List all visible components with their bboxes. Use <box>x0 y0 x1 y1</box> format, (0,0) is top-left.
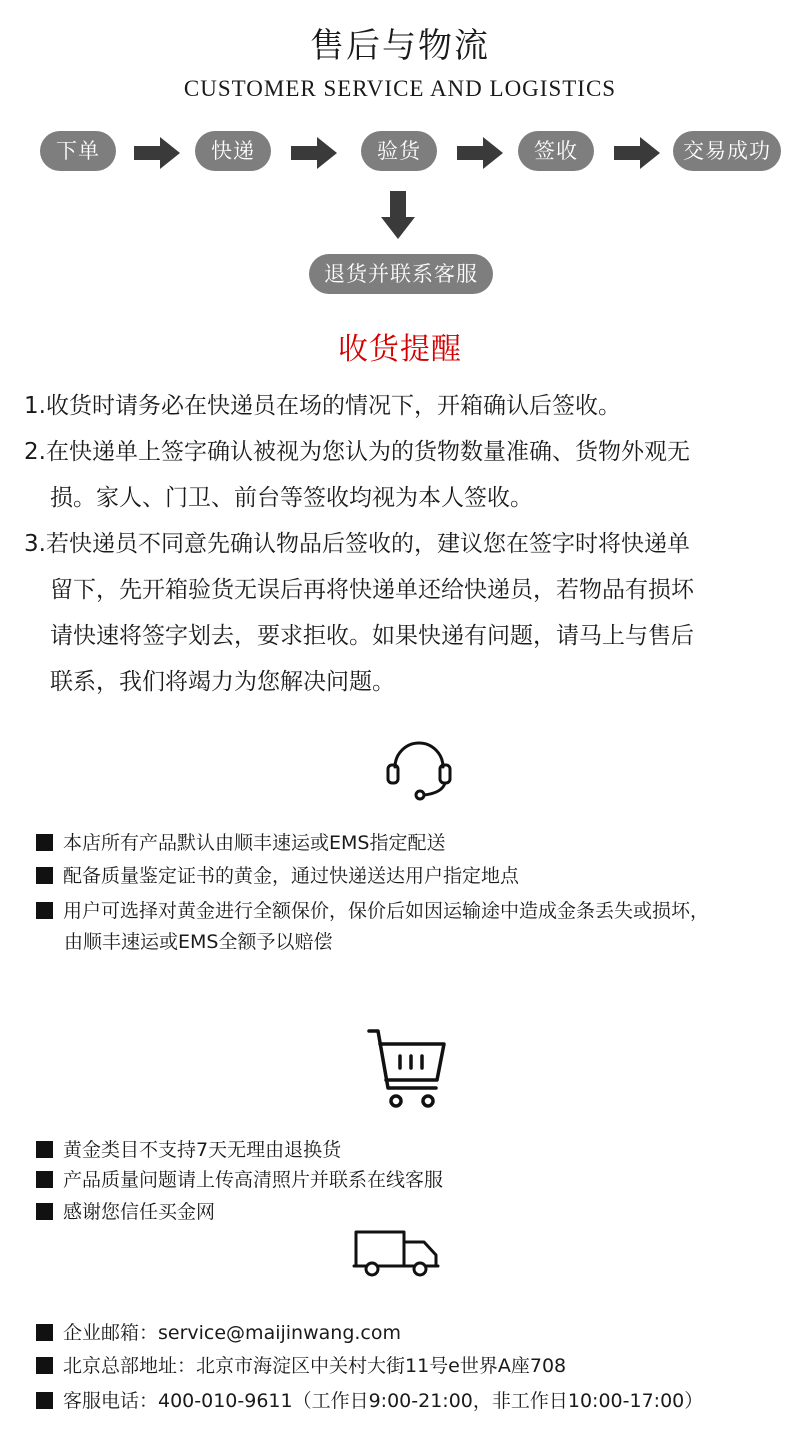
flow-step-order: 下单 <box>40 131 116 171</box>
flow-step-express: 快递 <box>195 131 271 171</box>
arrow-right-icon <box>134 137 180 169</box>
arrow-down-icon <box>381 191 415 239</box>
bullet-square-icon <box>36 1171 53 1188</box>
service-bullet-2: 配备质量鉴定证书的黄金，通过快递送达用户指定地点 <box>36 861 519 892</box>
flow-step-success: 交易成功 <box>673 131 781 171</box>
cart-icon <box>366 1026 448 1110</box>
arrow-right-icon <box>457 137 503 169</box>
reminder-item-2: 2.在快递单上签字确认被视为您认为的货物数量准确、货物外观无 损。家人、门卫、前台等签收均视为本人签收。 <box>24 439 690 511</box>
page-title: 售后与物流 <box>310 26 490 66</box>
reminder-title: 收货提醒 <box>338 332 462 367</box>
reminder-item-3: 3.若快递员不同意先确认物品后签收的，建议您在签字时将快递单 留下，先开箱验货无误后再将快递单还给快递员，若物品有损坏 请快速将签字划去，要求拒收。如果快递有问题，请马上与售后 联系，我们将竭力为您解决问题。 <box>24 531 694 695</box>
headset-icon <box>380 725 458 803</box>
bullet-square-icon <box>36 1203 53 1220</box>
bullet-square-icon <box>36 834 53 851</box>
truck-icon <box>352 1228 440 1278</box>
reminder-item-1: 1.收货时请务必在快递员在场的情况下，开箱确认后签收。 <box>24 393 621 419</box>
arrow-right-icon <box>291 137 337 169</box>
contact-email: 企业邮箱：service@maijinwang.com <box>36 1318 401 1349</box>
contact-address: 北京总部地址：北京市海淀区中关村大街11号e世界A座708 <box>36 1351 566 1382</box>
page-subtitle: CUSTOMER SERVICE AND LOGISTICS <box>183 76 617 101</box>
service-bullet-3: 用户可选择对黄金进行全额保价，保价后如因运输途中造成金条丢失或损坏， 由顺丰速运或EMS全额予以赔偿 <box>36 896 709 958</box>
flow-step-inspect: 验货 <box>361 131 437 171</box>
cart-bullet-3: 感谢您信任买金网 <box>36 1197 215 1228</box>
bullet-square-icon <box>36 1141 53 1158</box>
bullet-square-icon <box>36 867 53 884</box>
flow-step-return: 退货并联系客服 <box>309 254 493 294</box>
bullet-square-icon <box>36 1324 53 1341</box>
flow-step-sign: 签收 <box>518 131 594 171</box>
arrow-right-icon <box>614 137 660 169</box>
bullet-square-icon <box>36 902 53 919</box>
bullet-square-icon <box>36 1357 53 1374</box>
cart-bullet-1: 黄金类目不支持7天无理由退换货 <box>36 1135 341 1166</box>
cart-bullet-2: 产品质量问题请上传高清照片并联系在线客服 <box>36 1165 443 1196</box>
service-bullet-1: 本店所有产品默认由顺丰速运或EMS指定配送 <box>36 828 445 859</box>
bullet-square-icon <box>36 1392 53 1409</box>
contact-phone: 客服电话：400-010-9611（工作日9:00-21:00，非工作日10:00-17:00） <box>36 1386 703 1417</box>
